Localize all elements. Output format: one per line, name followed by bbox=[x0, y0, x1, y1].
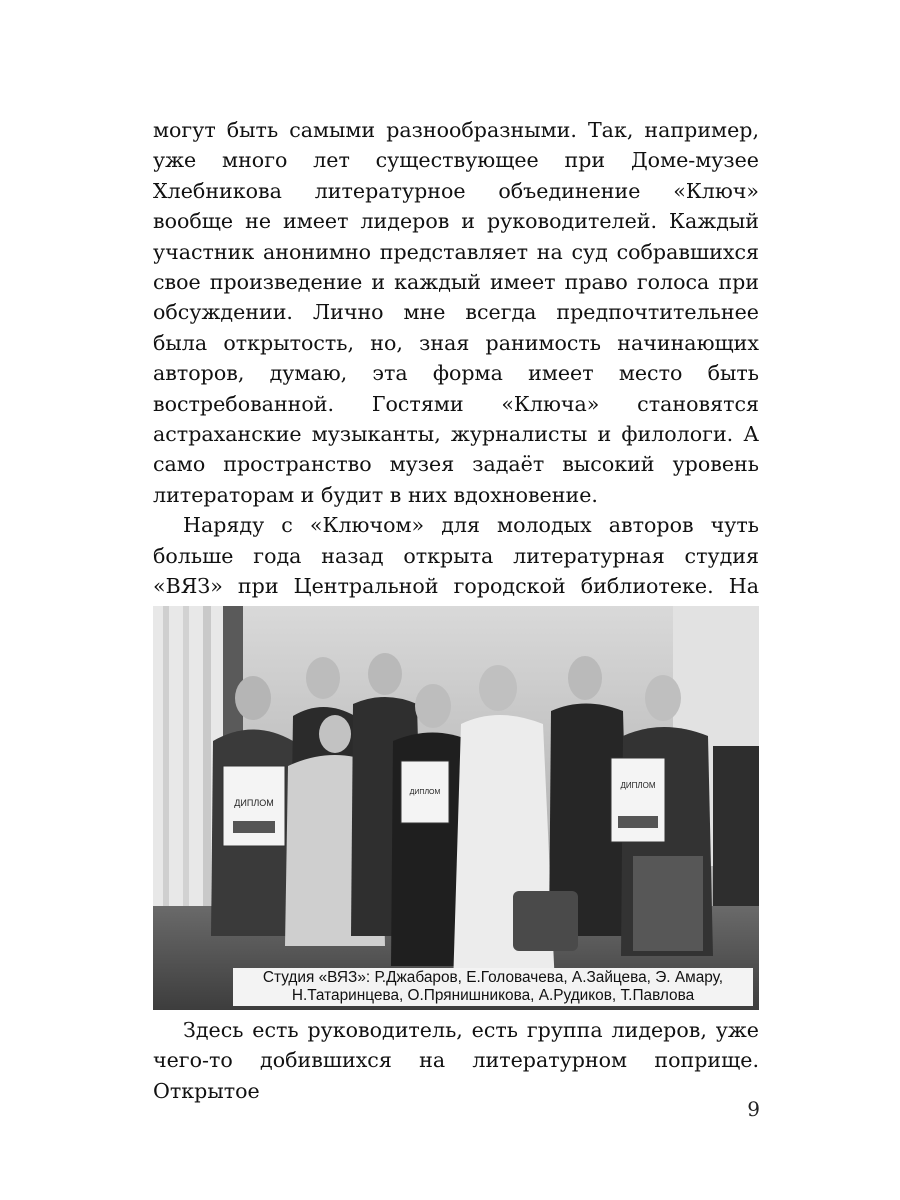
paragraph: Наряду с «Ключом» для молодых авторов чуть больше года назад открыта литературная студия «ВЯЗ» при Центральной городской библиотеке. На bbox=[153, 513, 759, 599]
diploma-1 bbox=[223, 766, 285, 846]
diploma-2 bbox=[401, 761, 449, 823]
page-number: 9 bbox=[747, 1097, 760, 1121]
body-text-top bbox=[153, 115, 759, 662]
caption-line: Студия «ВЯЗ»: Р.Джабаров, Е.Головачева, А.Зайцева, Э. Амару, bbox=[262, 969, 724, 986]
handbag bbox=[513, 891, 578, 951]
diploma-3 bbox=[611, 758, 665, 842]
photo-scene bbox=[153, 606, 759, 1010]
diploma-label: ДИПЛОМ bbox=[234, 798, 274, 808]
paragraph: могут быть самыми разнообразными. Так, например, уже много лет существующее при Доме-музее Хлебникова литературное объединение «Ключ» вообще не имеет лидеров и руководителей. Каждый участник анонимно представляет на суд собравшихся свое произведение и каждый имеет право голоса при обсуждении. Лично мне всегда предпочтительнее была открытость, но, зная ранимость начинающих авторов, думаю, эта форма имеет место быть востребованной. Гостями «Ключа» становятся астраханские музыканты, журналисты и филологи. А само пространство музея задаёт высокий уровень литераторам и будит в них вдохновение. bbox=[153, 118, 759, 507]
photo-caption bbox=[233, 968, 753, 1006]
caption-line: Н.Татаринцева, О.Прянишникова, А.Рудиков, Т.Павлова bbox=[291, 987, 695, 1004]
group-photo bbox=[153, 606, 759, 1010]
diploma-label: ДИПЛОМ bbox=[409, 789, 441, 796]
paragraph: Здесь есть руководитель, есть группа лидеров, уже чего-то добившихся на литературном поприще. Открытое bbox=[153, 1018, 759, 1103]
diploma-label: ДИПЛОМ bbox=[620, 781, 656, 790]
body-text-bottom bbox=[153, 1015, 759, 1106]
